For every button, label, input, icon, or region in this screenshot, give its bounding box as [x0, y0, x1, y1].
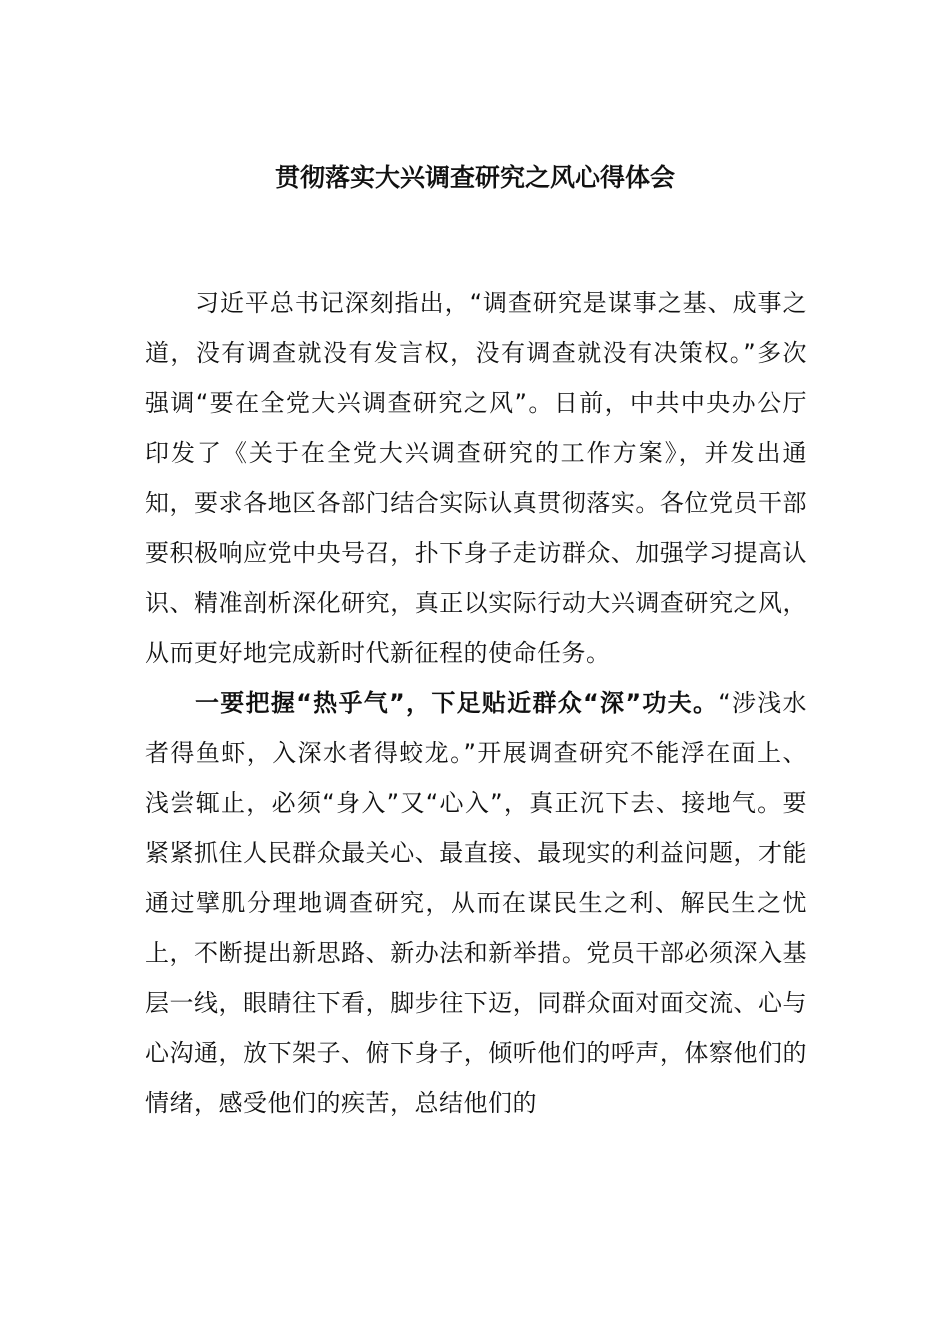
paragraph-point-one-text: “涉浅水者得鱼虾，入深水者得蛟龙。”开展调查研究不能浮在面上、浅尝辄止，必须“身入”又“心入”，真正沉下去、接地气。要紧紧抓住人民群众最关心、最直接、最现实的利益问题，才能通过擘肌分理地调查研究，从而在谋民生之利、解民生之忧上，不断提出新思路、新办法和新举措。党员干部必须深入基层一线，眼睛往下看，脚步往下迈，同群众面对面交流、心与心沟通，放下架子、俯下身子，倾听他们的呼声，体察他们的情绪，感受他们的疾苦，总结他们的 [145, 689, 808, 1117]
paragraph-intro [145, 278, 807, 678]
document-title: 贯彻落实大兴调查研究之风心得体会 [274, 163, 675, 192]
paragraph-intro-text: 习近平总书记深刻指出，“调查研究是谋事之基、成事之道，没有调查就没有发言权，没有调查就没有决策权。”多次强调“要在全党大兴调查研究之风”。日前，中共中央办公厅印发了《关于在全党大兴调查研究的工作方案》，并发出通知，要求各地区各部门结合实际认真贯彻落实。各位党员干部要积极响应党中央号召，扑下身子走访群众、加强学习提高认识、精准剖析深化研究，真正以实际行动大兴调查研究之风，从而更好地完成新时代新征程的使命任务。 [145, 289, 807, 667]
document-body [145, 278, 807, 1128]
paragraph-point-one [145, 678, 807, 1128]
paragraph-point-one-lead: 一要把握“热乎气”，下足贴近群众“深”功夫。 [195, 689, 719, 717]
